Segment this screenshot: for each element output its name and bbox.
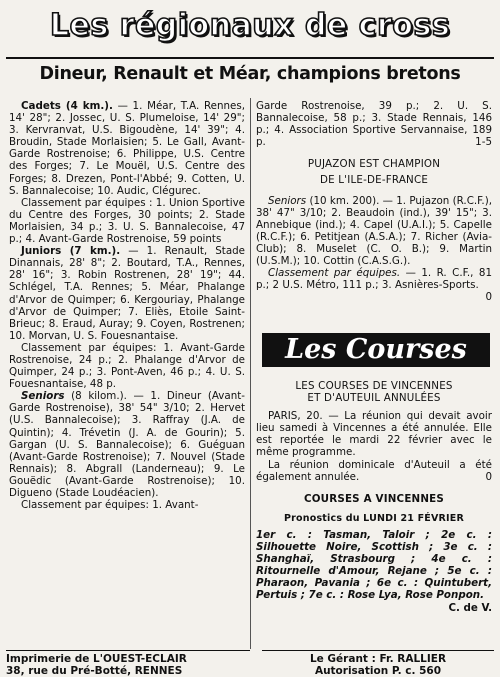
courses-vincennes-title: COURSES A VINCENNES bbox=[303, 492, 445, 505]
cadets-results: — 1. Méar, T.A. Rennes, 14' 28"; 2. Jossec, U. S. Plumeloise, 14' 29"; 3. Kervranvat, U.S. Bigoudène, 14' 39"; 4. Broudin, Stade Morlaisien; 5. Le Gall, Avant-Garde Rostrenoise; 6. Philippe, U.S. Centre des Forges; 7. Le Mouël, U.S. Centre des Forges; 8. Drezen, Pont-l'Abbé; 9. Cotten, U. S. Bannalecoise; 10. Audic, Clégurec. bbox=[9, 100, 245, 197]
idf-seniors-label: Seniors bbox=[268, 194, 307, 207]
juniors-results: — 1. Renault, Stade Dinannais, 28' 8"; 2. Boutard, T.A., Rennes, 28' 16"; 3. Robin Rostrenen, 28' 19"; 44. Schlégel, T.A. Rennes; 5. Méar, Phalange d'Arvor de Quimper; 6. Kergouriay, Phalange d'Arvor de Quimper; 7. Eliès, Etoile Saint-Brieuc; 8. Eraud, Auray; 9. Coyen, Rostrenen; 10. Morvan, U. S. Fouesnantaise. bbox=[9, 245, 245, 342]
idf-seniors-paragraph bbox=[256, 195, 492, 268]
pronostics-paragraph: 1er c. : Tasman, Taloir ; 2e c. : Silhouette Noire, Scottish ; 3e c. : Shanghaï, Strasbourg ; 4e c. : Ritournelle d'Amour, Rejane ; 5e c. : Pharaon, Pavania ; 6e c. : Quintubert, Pertuis ; 7e c. : Rose Lya, Rose Ponpon. bbox=[256, 528, 492, 602]
vincennes-title-1: LES COURSES DE VINCENNES bbox=[295, 380, 453, 392]
juniors-team-paragraph: Classement par équipes: 1. Avant-Garde Rostrenoise, 24 p.; 2. Phalange d'Arvor de Quimper, 24 p.; 3. Pont-Aven, 46 p.; 4. U. S. Fouesnantaise, 48 p. bbox=[9, 341, 245, 391]
les-courses-banner: Les Courses bbox=[262, 333, 490, 367]
seniors-team-continued bbox=[256, 100, 492, 148]
paris-paragraph: PARIS, 20. — La réunion qui devait avoir lieu samedi à Vincennes a été annulée. Elle est reportée le mardi 22 février avec le même programme. bbox=[256, 410, 492, 459]
article-subheadline: Dineur, Renault et Méar, champions bretons bbox=[39, 64, 461, 84]
footer-printer bbox=[6, 650, 250, 677]
idf-team-label: Classement par équipes. bbox=[268, 267, 401, 280]
pronostics-signature: C. de V. bbox=[448, 601, 492, 614]
juniors-label: Juniors (7 km.). bbox=[21, 245, 121, 258]
seniors-team-paragraph: Classement par équipes: 1. Avant- bbox=[21, 499, 199, 512]
page-headline: Les régionaux de cross bbox=[49, 8, 451, 43]
cadets-label: Cadets (4 km.). bbox=[21, 100, 113, 112]
column-divider bbox=[250, 98, 251, 649]
seniors-team-score: 1-5 bbox=[475, 136, 492, 149]
vincennes-title-2: ET D'AUTEUIL ANNULÉES bbox=[307, 392, 441, 405]
auteuil-score: 0 bbox=[485, 470, 492, 483]
auteuil-paragraph bbox=[256, 459, 492, 483]
pronostics-title: Pronostics du LUNDI 21 FÉVRIER bbox=[283, 512, 464, 524]
auteuil-text: La réunion dominicale d'Auteuil a été également annulée. bbox=[256, 458, 492, 483]
footer-printer-line-2: 38, rue du Pré-Botté, RENNES bbox=[6, 665, 183, 677]
left-column bbox=[9, 100, 245, 511]
footer-manager-line-2: Autorisation P. c. 560 bbox=[314, 665, 442, 677]
cadets-paragraph bbox=[9, 100, 245, 197]
idf-seniors-results: (10 km. 200). — 1. Pujazon (R.C.F.), 38' 47" 3/10; 2. Beaudoin (ind.), 39' 15"; 3. Annebique (ind.); 4. Capel (U.A.I.); 5. Capelle (R.C.F.); 6. Petitjean (A.S.A.); 7. Richer (Avia-Club); 8. Muselet (C. O. B.); 9. Martin (U.S.M.); 10. Cottin (C.A.S.G.). bbox=[256, 194, 492, 268]
pujazon-title-2: DE L'ILE-DE-FRANCE bbox=[319, 174, 429, 187]
footer-manager bbox=[262, 650, 494, 677]
seniors-label: Seniors bbox=[21, 390, 65, 403]
footer-printer-line-1: Imprimerie de L'OUEST-ECLAIR bbox=[6, 653, 187, 665]
idf-team-score: 0 bbox=[485, 291, 492, 304]
right-column-lower bbox=[256, 380, 492, 614]
pujazon-title-1: PUJAZON EST CHAMPION bbox=[307, 158, 441, 171]
seniors-results: (8 kilom.). — 1. Dineur (Avant-Garde Rostrenoise), 38' 54" 3/10; 2. Hervet (U.S. Bannalecoise); 3. Raffray (J.A. de Quintin); 4. Trévetin (J. A. de Gourin); 5. Gargan (U. S. Bannalecoise); 6. Guéguan (Avant-Garde Rostrenoise); 7. Nouvel (Stade Rennais); 8. Abgrall (Landerneau); 9. Le Gouëdic (Avant-Garde Rostrenoise); 10. Digueno (Stade Loudéacien). bbox=[9, 390, 245, 499]
juniors-paragraph bbox=[9, 245, 245, 342]
right-column bbox=[256, 100, 492, 303]
seniors-paragraph bbox=[9, 390, 245, 499]
idf-team-paragraph bbox=[256, 267, 492, 304]
idf-team-results: — 1. R. C.F., 81 p.; 2 U.S. Métro, 111 p.; 3. Asnières-Sports. bbox=[256, 267, 492, 292]
headline-rule bbox=[6, 57, 494, 59]
footer-manager-line-1: Le Gérant : Fr. RALLIER bbox=[309, 653, 447, 665]
cadets-team-paragraph: Classement par équipes : 1. Union Sportive du Centre des Forges, 30 points; 2. Stade Morlaisien, 34 p.; 3. U. S. Bannalecoise, 47 p.; 4. Avant-Garde Rostrenoise, 59 points bbox=[9, 196, 245, 246]
seniors-team-text: Garde Rostrenoise, 39 p.; 2. U. S. Bannalecoise, 58 p.; 3. Stade Rennais, 146 p.; 4. Association Sportive Servannaise, 189 p. bbox=[256, 100, 492, 149]
